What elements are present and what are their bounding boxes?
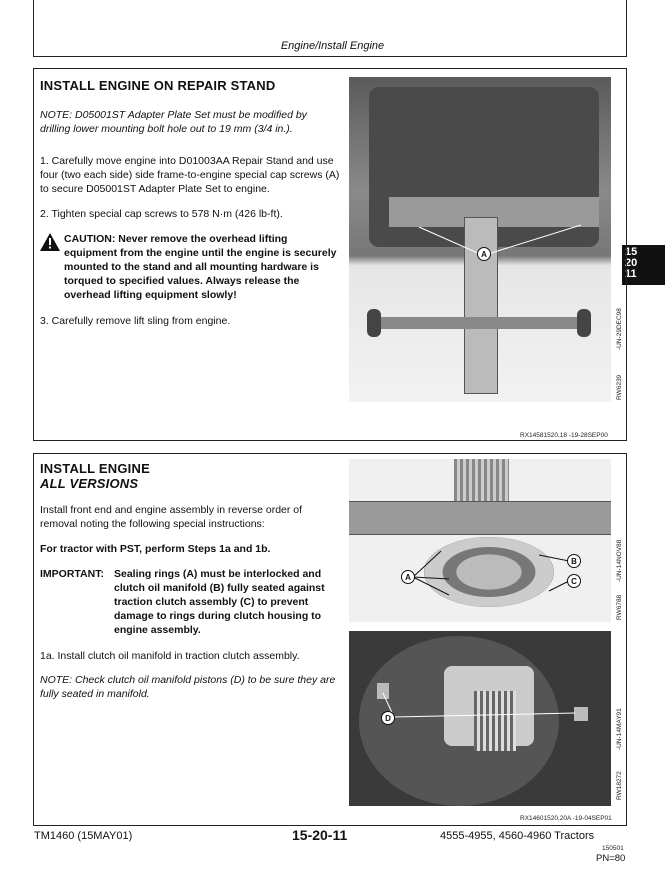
photo1-code-b: RW6239 xyxy=(616,374,623,400)
footer-manual: TM1460 (15MAY01) xyxy=(34,830,133,842)
engine-on-stand-photo xyxy=(349,77,611,402)
tab-line-3: 11 xyxy=(625,268,637,280)
photo2-code-a: -UN-14NOV88 xyxy=(616,539,623,582)
section1-text xyxy=(40,78,340,328)
callout-d: D xyxy=(381,711,395,725)
section1-ref: RX14581520,18 -19-28SEP00 xyxy=(520,432,608,439)
section2-text xyxy=(40,461,340,701)
tab-line-1: 15 xyxy=(625,246,638,258)
important-text: Sealing rings (A) must be interlocked and clutch oil manifold (B) fully seated against traction clutch assembly (C) to prevent damage to rings during clutch housing to engine assembly. xyxy=(114,568,325,636)
footer-code: 150501 xyxy=(602,845,624,852)
warning-triangle-icon xyxy=(40,233,60,251)
important-block xyxy=(40,567,340,637)
section1-note: NOTE: D05001ST Adapter Plate Set must be modified by drilling lower mounting bolt hole out to 19 mm (3/4 in.). xyxy=(40,109,307,135)
footer-page: 15-20-11 xyxy=(292,827,348,843)
section1-step2: 2. Tighten special cap screws to 578 N·m (426 lb-ft). xyxy=(40,208,283,220)
important-label: IMPORTANT: xyxy=(40,568,104,580)
section1-heading: INSTALL ENGINE ON REPAIR STAND xyxy=(40,78,276,93)
section2-subheading: ALL VERSIONS xyxy=(40,476,139,491)
caution-block xyxy=(40,232,340,302)
header-divider xyxy=(33,56,627,57)
section-tab xyxy=(622,245,665,285)
footer-pn: PN=80 xyxy=(596,853,626,864)
callout-b: B xyxy=(567,554,581,568)
section2-intro: Install front end and engine assembly in reverse order of removal noting the following special instructions: xyxy=(40,504,303,530)
tab-line-2: 20 xyxy=(625,257,638,269)
pst-instruction: For tractor with PST, perform Steps 1a and 1b. xyxy=(40,543,271,555)
callout-a: A xyxy=(477,247,491,261)
callout-a2: A xyxy=(401,570,415,584)
clutch-manifold-photo xyxy=(349,459,611,622)
photo2-code-b: RW6788 xyxy=(616,594,623,620)
photo1-code-a: -UN-29DEC98 xyxy=(616,308,623,350)
photo3-code-b: RW18272 xyxy=(616,771,623,800)
section2-ref: RX14601520,20A -19-04SEP01 xyxy=(520,815,612,822)
section2-heading: INSTALL ENGINE xyxy=(40,461,150,476)
caution-text: CAUTION: Never remove the overhead lifting equipment from the engine until the engine is securely mounted to the stand and all mounting hardware is torqued to specified values. Always release the overhead lifting equipment slowly! xyxy=(64,233,337,301)
manifold-pistons-photo xyxy=(349,631,611,806)
page-header: Engine/Install Engine xyxy=(280,40,385,52)
section1-step1: 1. Carefully move engine into D01003AA Repair Stand and use four (two each side) side frame-to-engine special cap screws (A) to secure D05001ST Adapter Plate Set to engine. xyxy=(40,155,340,195)
callout-lines xyxy=(349,77,611,402)
footer-models: 4555-4955, 4560-4960 Tractors xyxy=(440,830,595,842)
section2-step1a: 1a. Install clutch oil manifold in traction clutch assembly. xyxy=(40,650,300,662)
section2-note: NOTE: Check clutch oil manifold pistons (D) to be sure they are fully seated in manifold. xyxy=(40,674,336,700)
callout-c: C xyxy=(567,574,581,588)
callout-lines-2 xyxy=(349,459,611,622)
section1-step3: 3. Carefully remove lift sling from engine. xyxy=(40,315,231,327)
photo3-code-a: -UN-14MAY91 xyxy=(616,708,623,750)
